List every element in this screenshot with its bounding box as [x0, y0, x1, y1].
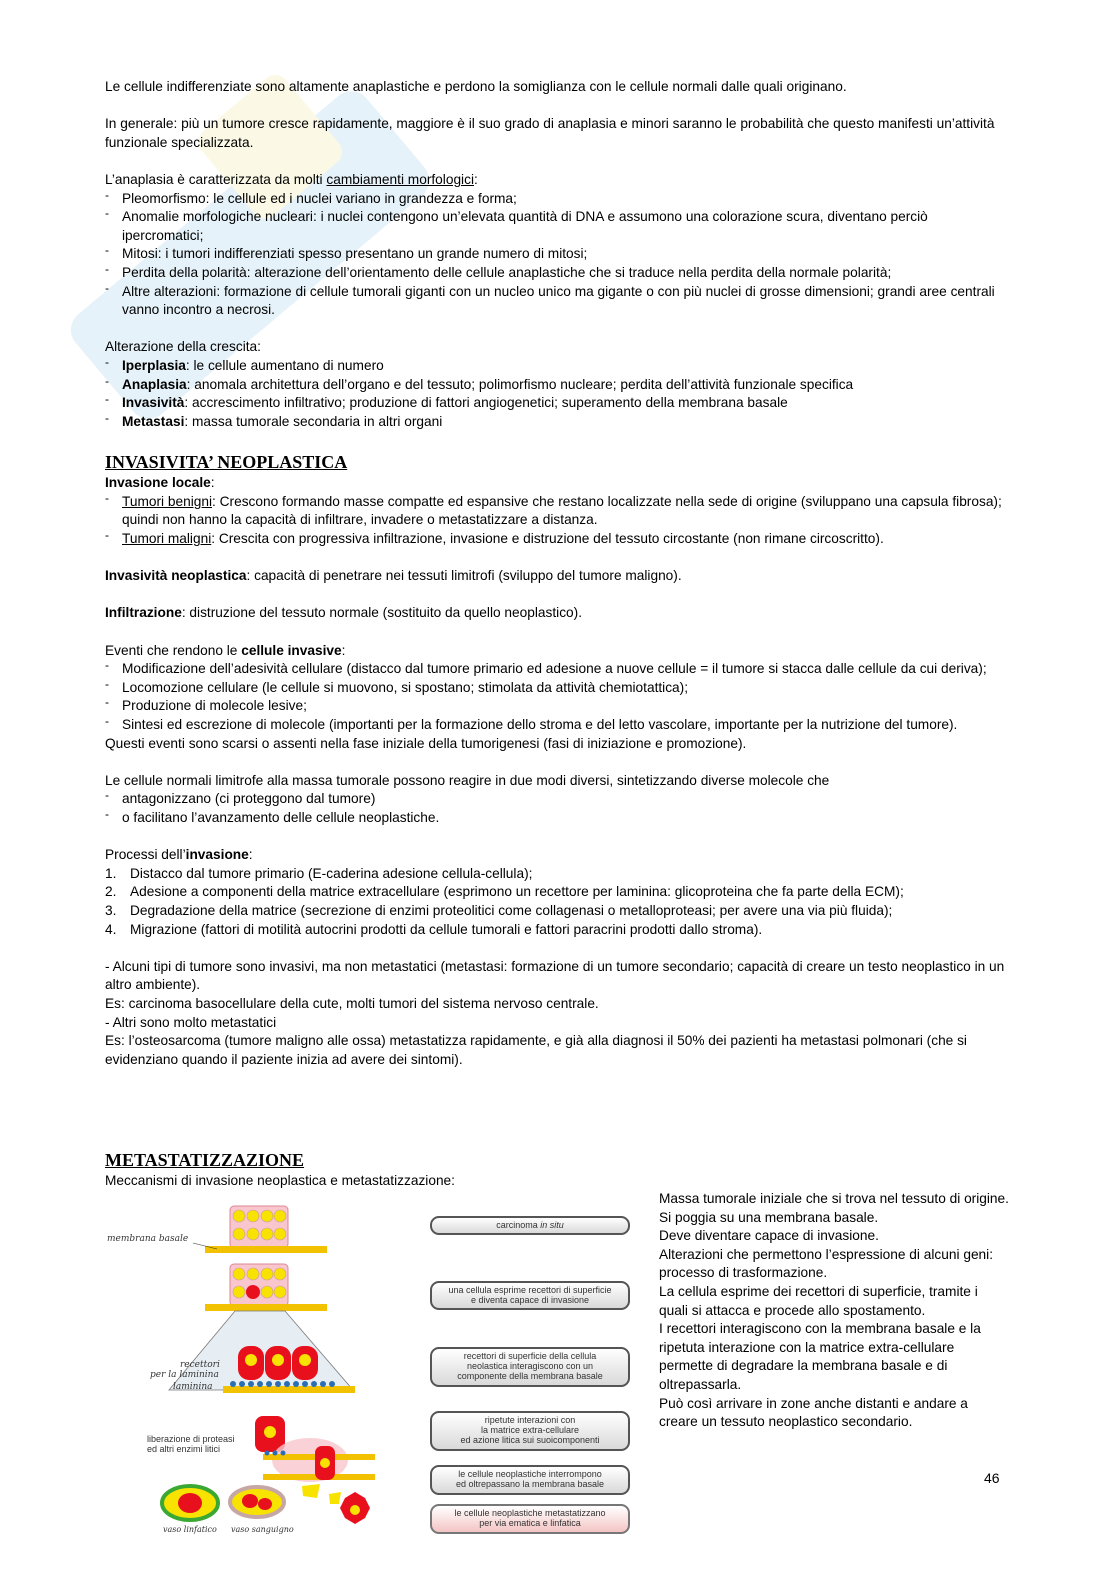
list-item: - Iperplasia: le cellule aumentano di numero [105, 357, 1005, 376]
heading-metastatizzazione: METASTATIZZAZIONE [105, 1150, 305, 1170]
stage-cell-receptors [205, 1264, 327, 1311]
list-item: - Invasività: accrescimento infiltrativo; produzione di fattori angiogenetici; superamento della membrana basale [105, 394, 1005, 413]
list-item: - o facilitano l’avanzamento delle cellule neoplastiche. [105, 809, 1005, 828]
processi-list [105, 865, 1005, 939]
list-item: - Anaplasia: anomala architettura dell’organo e del tessuto; polimorfismo nucleare; perdita dell’attività funzionale specifica [105, 376, 1005, 395]
crescita-intro: Alterazione della crescita: [105, 339, 261, 355]
label-membrana-basale: membrana basale [107, 1234, 189, 1244]
label-vaso-sanguigno: vaso sanguigno [231, 1525, 294, 1534]
list-item: - Locomozione cellulare (le cellule si muovono, si spostano; stimolata da attività chemiotattica); [105, 679, 1005, 698]
step-box-6: le cellule neoplastiche metastatizzano per via ematica e linfatica [430, 1504, 630, 1534]
metastatizzazione-intro: Meccanismi di invasione neoplastica e metastatizzazione: [105, 1173, 455, 1188]
normali-list [105, 790, 1005, 827]
list-item: - Altre alterazioni: formazione di cellule tumorali giganti con un nucleo unico ma gigante o con più nuclei di grosse dimensioni; grandi aree centrali vanno incontro a necrosi. [105, 283, 1005, 320]
eventi-list [105, 660, 1005, 734]
stage-carcinoma-in-situ [193, 1206, 327, 1253]
paragraph-alcuni: - Alcuni tipi di tumore sono invasivi, ma non metastatici (metastasi: formazione di un tumore secondario; capacità di creare un testo neoplastico in un altro ambiente). [105, 958, 1005, 993]
list-item: 1. Distacco dal tumore primario (E-caderina adesione cellula-cellula); [105, 865, 533, 881]
paragraph-generale: In generale: più un tumore cresce rapidamente, maggiore è il suo grado di anaplasia e minori saranno le probabilità che questo manifesti un’attività funzionale specializzata. [105, 116, 995, 150]
list-item: - Pleomorfismo: le cellule ed i nuclei variano in grandezza e forma; [105, 190, 1005, 209]
step-box-5: le cellule neoplastiche interrompono ed oltrepassano la membrana basale [430, 1465, 630, 1495]
list-item: 4. Migrazione (fattori di motilità autocrini prodotti da cellule tumorali e fattori paracrini prodotti dallo stroma). [105, 921, 763, 937]
paragraph-anaplasia-intro: L’anaplasia è caratterizzata da molti cambiamenti morfologici: [105, 171, 478, 187]
invasione-locale-list [105, 493, 1005, 549]
side-text-line: Alterazioni che permettono l’espressione di alcuni geni: processo di trasformazione. [659, 1246, 994, 1281]
processi-intro: Processi dell’invasione: [105, 847, 253, 863]
list-item: 2. Adesione a componenti della matrice extracellulare (esprimono un recettore per laminina: glicoproteina che fa parte della ECM); [105, 884, 904, 900]
step-box-3: recettori di superficie della cellula neolastica interagiscono con un componente della membrana basale [430, 1347, 630, 1387]
label-laminina: laminina [173, 1382, 213, 1392]
main-content [105, 78, 1005, 1069]
page-number: 46 [984, 1470, 1000, 1486]
paragraph-infiltrazione: Infiltrazione: distruzione del tessuto normale (sostituito da quello neoplastico). [105, 605, 583, 621]
list-item: - Sintesi ed escrezione di molecole (importanti per la formazione dello stroma e del letto vascolare, importante per la nutrizione del tumore). [105, 716, 1005, 735]
list-item: - Mitosi: i tumori indifferenziati spesso presentano un grande numero di mitosi; [105, 245, 1005, 264]
anaplasia-list [105, 190, 1005, 320]
label-liberazione-2: ed altri enzimi litici [147, 1444, 221, 1454]
side-text-line: Deve diventare capace di invasione. [659, 1228, 879, 1244]
side-explanation [659, 1190, 1009, 1432]
side-text-line: Massa tumorale iniziale che si trova nel tessuto di origine. Si poggia su una membrana basale. [659, 1191, 1009, 1225]
list-item: - antagonizzano (ci proteggono dal tumore) [105, 790, 1005, 809]
list-item: - Anomalie morfologiche nucleari: i nuclei contengono un’elevata quantità di DNA e assumono una colorazione scura, diventano perciò ipercromatici; [105, 208, 1005, 245]
list-item: - Metastasi: massa tumorale secondaria in altri organi [105, 413, 1005, 432]
list-item: 3. Degradazione della matrice (secrezione di enzimi proteolitici come collagenasi o metalloproteasi; per avere una via più fluida); [105, 902, 893, 918]
stage-laminin-interaction [169, 1311, 355, 1393]
step-box-2: una cellula esprime recettori di superficie e diventa capace di invasione [430, 1281, 630, 1310]
metastasis-diagram [105, 1198, 640, 1543]
paragraph-es1: Es: carcinoma basocellulare della cute, molti tumori del sistema nervoso centrale. [105, 995, 599, 1011]
paragraph-invasivita-neoplastica: Invasività neoplastica: capacità di penetrare nei tessuti limitrofi (sviluppo del tumore maligno). [105, 568, 682, 584]
side-text-line: La cellula esprime dei recettori di superficie, tramite i quali si attacca e procede allo spostamento. [659, 1283, 978, 1318]
list-item: - Perdita della polarità: alterazione dell’orientamento delle cellule anaplastiche che si traduce nella perdita della normale polarità; [105, 264, 1005, 283]
label-per-laminina: per la laminina [150, 1370, 219, 1380]
label-recettori: recettori [180, 1360, 220, 1370]
side-text-line: Può così arrivare in zone anche distanti e andare a creare un tessuto neoplastico secondario. [659, 1395, 968, 1430]
stage-vessels [162, 1486, 370, 1524]
list-item: - Tumori maligni: Crescita con progressiva infiltrazione, invasione e distruzione del tessuto circostante (non rimane circoscritto). [105, 530, 1005, 549]
side-text-line: I recettori interagiscono con la membrana basale e la ripetuta interazione con la matrice extra-cellulare permette di degradare la membrana basale e di oltrepassarla. [659, 1321, 981, 1392]
paragraph-indifferenziate: Le cellule indifferenziate sono altamente anaplastiche e perdono la somiglianza con le cellule normali dalle quali originano. [105, 79, 847, 94]
invasione-locale-label: Invasione locale: [105, 475, 215, 491]
list-item: - Modificazione dell’adesività cellulare (distacco dal tumore primario ed adesione a nuove cellule = il tumore si stacca dalle cellule da cui deriva); [105, 660, 1005, 679]
heading-invasivita: INVASIVITA’ NEOPLASTICA [105, 452, 348, 473]
label-vaso-linfatico: vaso linfatico [163, 1525, 217, 1534]
step-box-1: carcinoma in situ [430, 1216, 630, 1235]
step-box-4: ripetute interazioni con la matrice extra-cellulare ed azione litica sui suoicomponenti [430, 1411, 630, 1451]
metastatizzazione-section [105, 1148, 1005, 1191]
eventi-intro: Eventi che rendono le cellule invasive: [105, 642, 346, 658]
paragraph-es2: Es: l’osteosarcoma (tumore maligno alle ossa) metastatizza rapidamente, e già alla diagnosi il 50% dei pazienti ha metastasi polmonari (che si evidenziano quando il paziente inizia ad avere dei sintomi). [105, 1033, 967, 1067]
normali-intro: Le cellule normali limitrofe alla massa tumorale possono reagire in due modi diversi, sintetizzando diverse molecole che [105, 772, 830, 788]
list-item: - Produzione di molecole lesive; [105, 697, 1005, 716]
crescita-list [105, 357, 1005, 431]
label-liberazione-1: liberazione di proteasi [147, 1434, 235, 1444]
list-item: - Tumori benigni: Crescono formando masse compatte ed espansive che restano localizzate nella sede di origine (sviluppano una capsula fibrosa); quindi non hanno la capacità di infiltrare, invadere o metastatizzare a distanza. [105, 493, 1005, 530]
eventi-note: Questi eventi sono scarsi o assenti nella fase iniziale della tumorigenesi (fasi di iniziazione e promozione). [105, 735, 747, 751]
paragraph-altri: - Altri sono molto metastatici [105, 1014, 277, 1030]
